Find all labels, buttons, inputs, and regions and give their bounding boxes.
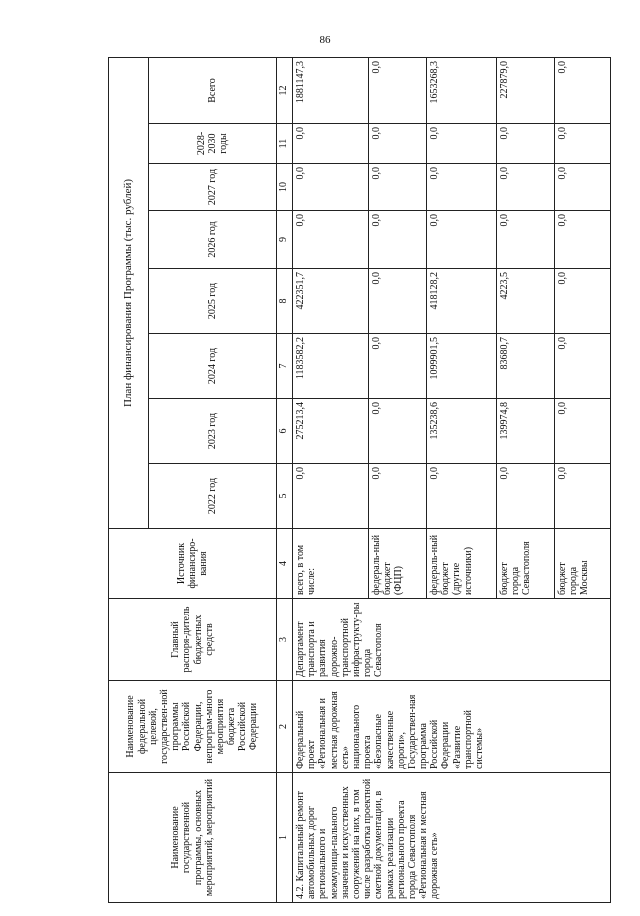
col-number: 4	[277, 529, 293, 599]
value-cell: 0,0	[369, 164, 427, 211]
federal-program: Федеральный проект «Региональная и местная дорожная сеть» национального проекта «Безопасные качественные дороги», Государствен-ная программа Российской Федерации «Развитие транспортной системы»	[293, 681, 611, 773]
value-cell: 0,0	[497, 211, 555, 269]
funding-source: федераль-ный бюджет (ФЦП)	[369, 529, 427, 599]
value-cell: 0,0	[555, 269, 611, 334]
col-number: 10	[277, 164, 293, 211]
col-number: 5	[277, 464, 293, 529]
header-financing-plan: План финансирования Программы (тыс. рублей)	[109, 57, 149, 528]
value-cell: 0,0	[293, 124, 369, 164]
funding-source: бюджет города Москвы	[555, 529, 611, 599]
value-cell: 0,0	[293, 464, 369, 529]
col-number: 12	[277, 57, 293, 123]
value-cell: 0,0	[555, 164, 611, 211]
value-cell: 275213,4	[293, 399, 369, 464]
col-number: 7	[277, 334, 293, 399]
measure-name: 4.2. Капитальный ремонт автомобильных дорог регионального и межмуници-пального значения и искусственных сооружений на них, в том числе разработка проектной сметной документации, в рамках реализации регионального проекта города Севастополя «Региональная и местная дорожная сеть»	[293, 773, 611, 903]
financing-table	[108, 57, 611, 903]
value-cell: 0,0	[555, 57, 611, 123]
value-cell: 0,0	[427, 211, 497, 269]
value-cell: 422351,7	[293, 269, 369, 334]
header-federal-program: Наименование федеральной целевой, государствен-ной программы Российской Федерации, непрограм-много мероприятия бюджета Российской Федерации	[109, 681, 277, 773]
value-cell: 1881147,3	[293, 57, 369, 123]
value-cell: 418128,2	[427, 269, 497, 334]
header-year-2022: 2022 год	[149, 464, 277, 529]
header-year-2023: 2023 год	[149, 399, 277, 464]
header-year-2025: 2025 год	[149, 269, 277, 334]
value-cell: 0,0	[497, 464, 555, 529]
value-cell: 139974,8	[497, 399, 555, 464]
value-cell: 0,0	[555, 124, 611, 164]
value-cell: 0,0	[497, 124, 555, 164]
header-funding-source: Источник финансиро-вания	[109, 529, 277, 599]
col-number: 9	[277, 211, 293, 269]
col-number: 8	[277, 269, 293, 334]
value-cell: 135238,6	[427, 399, 497, 464]
value-cell: 0,0	[293, 211, 369, 269]
value-cell: 0,0	[369, 334, 427, 399]
value-cell: 1099901,5	[427, 334, 497, 399]
col-number: 2	[277, 681, 293, 773]
value-cell: 0,0	[427, 124, 497, 164]
value-cell: 4223,5	[497, 269, 555, 334]
value-cell: 227879,0	[497, 57, 555, 123]
header-budget-manager: Главный распоря-дитель бюджетных средств	[109, 599, 277, 681]
value-cell: 0,0	[555, 211, 611, 269]
header-year-2024: 2024 год	[149, 334, 277, 399]
header-years-2028-2030: 2028-2030 годы	[149, 124, 277, 164]
value-cell: 1653268,3	[427, 57, 497, 123]
value-cell: 0,0	[369, 211, 427, 269]
col-number: 3	[277, 599, 293, 681]
rotated-table-container	[108, 58, 640, 903]
col-number: 6	[277, 399, 293, 464]
value-cell: 0,0	[427, 464, 497, 529]
value-cell: 0,0	[427, 164, 497, 211]
header-year-2026: 2026 год	[149, 211, 277, 269]
funding-source: федераль-ный бюджет (другие источники)	[427, 529, 497, 599]
value-cell: 1183582,2	[293, 334, 369, 399]
value-cell: 0,0	[555, 399, 611, 464]
value-cell: 0,0	[369, 399, 427, 464]
header-program-name: Наименование государственной программы, основных мероприятий, мероприятий	[109, 773, 277, 903]
value-cell: 0,0	[497, 164, 555, 211]
value-cell: 83680,7	[497, 334, 555, 399]
value-cell: 0,0	[555, 464, 611, 529]
budget-manager: Департамент транспорта и развития дорожно-транспортной инфраструкту-ры города Севастополя	[293, 599, 611, 681]
page-number: 86	[319, 34, 331, 46]
header-total: Всего	[149, 57, 277, 123]
value-cell: 0,0	[369, 269, 427, 334]
table-row	[293, 57, 369, 902]
value-cell: 0,0	[369, 464, 427, 529]
value-cell: 0,0	[555, 334, 611, 399]
value-cell: 0,0	[293, 164, 369, 211]
funding-source: бюджет города Севастополя	[497, 529, 555, 599]
header-year-2027: 2027 год	[149, 164, 277, 211]
value-cell: 0,0	[369, 57, 427, 123]
funding-source: всего, в том числе:	[293, 529, 369, 599]
col-number: 1	[277, 773, 293, 903]
col-number: 11	[277, 124, 293, 164]
value-cell: 0,0	[369, 124, 427, 164]
